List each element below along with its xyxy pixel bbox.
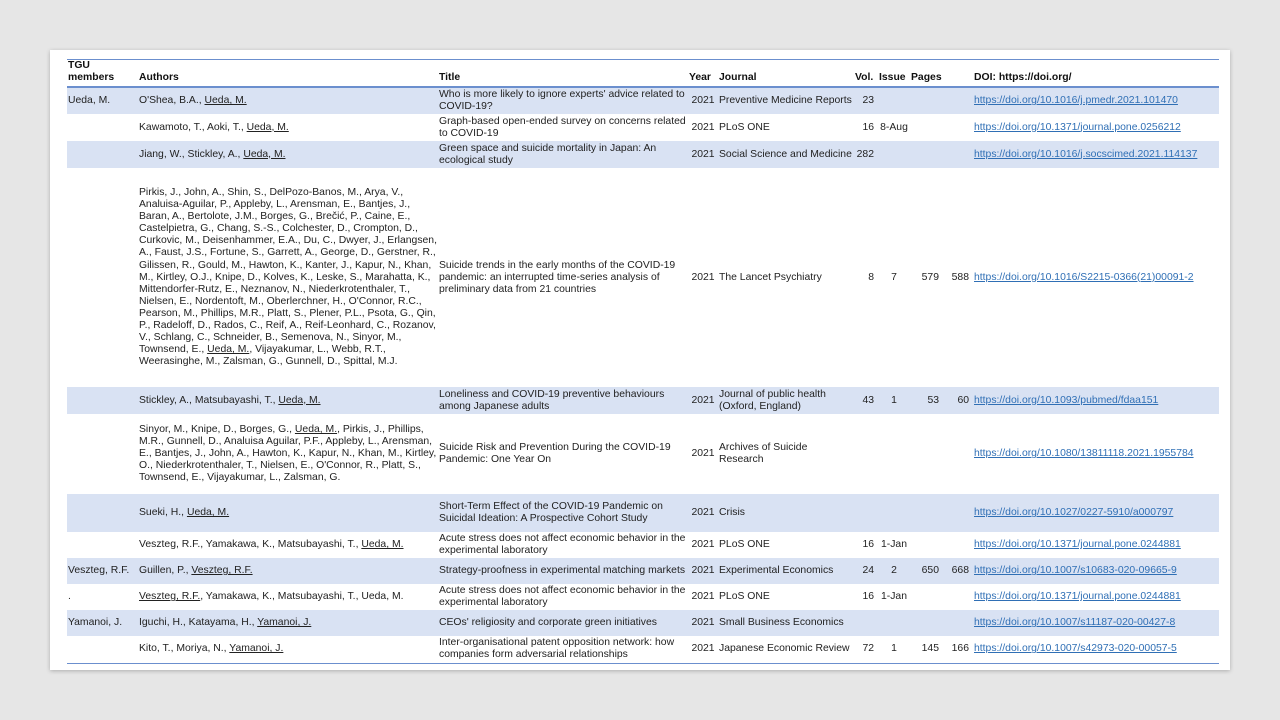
- cell-year: 2021: [688, 387, 718, 414]
- cell-authors: [138, 494, 438, 532]
- doi-link[interactable]: https://doi.org/10.1080/13811118.2021.1955784: [974, 448, 1194, 460]
- cell-journal: Journal of public health (Oxford, England): [718, 387, 854, 414]
- cell-journal: PLoS ONE: [719, 591, 770, 603]
- cell-title: Acute stress does not affect economic behavior in the experimental laboratory: [439, 585, 686, 609]
- table-row: [67, 584, 1219, 610]
- cell-vol: [854, 610, 878, 636]
- cell-journal: The Lancet Psychiatry: [719, 271, 822, 283]
- cell-member: [67, 532, 138, 558]
- cell-journal: Social Science and Medicine: [718, 141, 854, 168]
- author-tgu-underlined: Veszteg, R.F.: [191, 565, 253, 577]
- cell-year: 2021: [691, 121, 715, 133]
- author-tgu-underlined: Ueda, M.: [186, 507, 230, 519]
- cell-journal: Small Business Economics: [718, 610, 854, 636]
- cell-doi: [973, 387, 1219, 414]
- cell-year: 2021: [688, 610, 718, 636]
- author-text: Sueki, H.,: [139, 507, 187, 519]
- cell-journal: PLoS ONE: [719, 121, 770, 133]
- header-tgu-members: TGU members: [67, 60, 138, 88]
- cell-doi: [973, 610, 1219, 636]
- cell-issue: [878, 610, 910, 636]
- cell-authors: [138, 87, 438, 114]
- cell-vol: 16: [862, 539, 874, 551]
- cell-page-start: 53: [910, 387, 943, 414]
- table-row: [67, 387, 1219, 414]
- cell-authors: [138, 558, 438, 584]
- cell-title: Short-Term Effect of the COVID-19 Pandemic on Suicidal Ideation: A Prospective Cohort Study: [438, 494, 688, 532]
- cell-page-end: 166: [943, 636, 973, 663]
- cell-member: [67, 114, 138, 141]
- cell-page-start: [910, 532, 943, 558]
- header-vol: Vol.: [854, 60, 878, 88]
- cell-title: Acute stress does not affect economic behavior in the experimental laboratory: [439, 533, 686, 557]
- cell-page-start: [910, 414, 943, 494]
- author-tgu-underlined: Yamanoi, J.: [257, 617, 312, 629]
- publications-table: [67, 59, 1219, 664]
- table-row: [67, 414, 1219, 494]
- cell-member: [67, 168, 138, 387]
- cell-issue: 1-Jan: [881, 539, 907, 551]
- cell-page-end: [943, 114, 973, 141]
- cell-vol: 16: [862, 121, 874, 133]
- cell-doi: [973, 141, 1219, 168]
- cell-page-end: [943, 494, 973, 532]
- cell-authors: [138, 114, 438, 141]
- author-text: , Yamakawa, K., Matsubayashi, T., Ueda, M.: [200, 591, 404, 603]
- cell-doi: [973, 584, 1219, 610]
- cell-year: 2021: [691, 539, 715, 551]
- cell-issue: 2: [878, 558, 910, 584]
- cell-doi: [973, 87, 1219, 114]
- doi-link[interactable]: https://doi.org/10.1007/s10683-020-09665-9: [974, 565, 1177, 577]
- cell-journal: Crisis: [718, 494, 854, 532]
- cell-authors: [138, 532, 438, 558]
- cell-member: [67, 141, 138, 168]
- cell-vol: 8: [868, 271, 874, 283]
- header-journal: Journal: [718, 60, 854, 88]
- author-tgu-underlined: Veszteg, R.F.: [139, 591, 201, 603]
- header-authors: Authors: [138, 60, 438, 88]
- table-row: [67, 558, 1219, 584]
- cell-issue: 1: [878, 387, 910, 414]
- cell-vol: 23: [854, 87, 878, 114]
- cell-page-start: [910, 494, 943, 532]
- doi-link[interactable]: https://doi.org/10.1016/j.socscimed.2021.114137: [974, 148, 1198, 160]
- cell-title: CEOs' religiosity and corporate green initiatives: [438, 610, 688, 636]
- cell-page-start: [910, 584, 943, 610]
- cell-issue: 1-Jan: [881, 591, 907, 603]
- cell-issue: [878, 414, 910, 494]
- table-row: [67, 532, 1219, 558]
- cell-journal: PLoS ONE: [719, 539, 770, 551]
- cell-year: 2021: [688, 636, 718, 663]
- cell-issue: [878, 141, 910, 168]
- header-title: Title: [438, 60, 688, 88]
- cell-page-start: [910, 610, 943, 636]
- cell-vol: 282: [854, 141, 878, 168]
- author-text: , Vijayakumar, L., Webb, R.T., Weerasinghe, M., Zalsman, G., Gunnell, D., Spittal, M.J.: [139, 344, 398, 368]
- author-tgu-underlined: Ueda, M.: [294, 423, 338, 435]
- cell-title: Graph-based open-ended survey on concerns related to COVID-19: [439, 115, 686, 139]
- header-issue: Issue: [878, 60, 910, 88]
- spreadsheet-page: [50, 50, 1230, 670]
- doi-link[interactable]: https://doi.org/10.1371/journal.pone.0244881: [974, 539, 1181, 551]
- cell-year: 2021: [688, 141, 718, 168]
- author-text: Kawamoto, T., Aoki, T.,: [139, 121, 247, 133]
- table-row: [67, 494, 1219, 532]
- cell-authors: [138, 168, 438, 387]
- doi-link[interactable]: https://doi.org/10.1371/journal.pone.0244881: [974, 591, 1181, 603]
- author-tgu-underlined: Ueda, M.: [246, 121, 289, 133]
- author-tgu-underlined: Ueda, M.: [207, 344, 250, 356]
- cell-page-end: [943, 141, 973, 168]
- header-doi: DOI: https://doi.org/: [973, 60, 1219, 88]
- cell-doi: [973, 168, 1219, 387]
- header-row: [67, 60, 1219, 88]
- author-tgu-underlined: Ueda, M.: [204, 95, 247, 107]
- cell-vol: 43: [854, 387, 878, 414]
- header-year: Year: [688, 60, 718, 88]
- cell-member: Veszteg, R.F.: [67, 558, 138, 584]
- cell-doi: [973, 558, 1219, 584]
- cell-member: [67, 414, 138, 494]
- cell-page-start: [910, 87, 943, 114]
- doi-link[interactable]: https://doi.org/10.1016/j.pmedr.2021.101470: [974, 95, 1178, 107]
- cell-year: 2021: [691, 448, 715, 460]
- doi-link[interactable]: https://doi.org/10.1371/journal.pone.0256212: [974, 121, 1181, 133]
- cell-member: Yamanoi, J.: [67, 610, 138, 636]
- doi-link[interactable]: https://doi.org/10.1016/S2215-0366(21)00091-2: [974, 271, 1194, 283]
- table-row: [67, 610, 1219, 636]
- author-text: Kito, T., Moriya, N.,: [139, 643, 230, 655]
- cell-vol: 72: [854, 636, 878, 663]
- table-body: [67, 87, 1219, 663]
- cell-year: 2021: [691, 271, 715, 283]
- cell-page-start: 145: [910, 636, 943, 663]
- doi-link[interactable]: https://doi.org/10.1027/0227-5910/a000797: [974, 507, 1174, 519]
- cell-year: 2021: [688, 558, 718, 584]
- author-text: Guillen, P.,: [139, 565, 192, 577]
- cell-doi: [973, 494, 1219, 532]
- author-text: Jiang, W., Stickley, A.,: [139, 148, 244, 160]
- cell-title: Suicide Risk and Prevention During the COVID-19 Pandemic: One Year On: [439, 442, 671, 466]
- doi-link[interactable]: https://doi.org/10.1007/s11187-020-00427-8: [974, 617, 1176, 629]
- cell-page-start: 579: [921, 271, 939, 283]
- cell-authors: [138, 584, 438, 610]
- cell-vol: 16: [862, 591, 874, 603]
- cell-issue: 7: [891, 271, 897, 283]
- cell-journal: Preventive Medicine Reports: [718, 87, 854, 114]
- cell-doi: [973, 414, 1219, 494]
- table-row: [67, 114, 1219, 141]
- cell-page-end: 588: [951, 271, 969, 283]
- cell-title: Loneliness and COVID-19 preventive behaviours among Japanese adults: [438, 387, 688, 414]
- cell-doi: [973, 532, 1219, 558]
- cell-year: 2021: [688, 87, 718, 114]
- cell-title: Who is more likely to ignore experts' advice related to COVID-19?: [438, 87, 688, 114]
- header-pages: Pages: [910, 60, 973, 88]
- cell-authors: [138, 610, 438, 636]
- cell-issue: [878, 87, 910, 114]
- table-row: [67, 168, 1219, 387]
- cell-authors: [138, 141, 438, 168]
- cell-title: Suicide trends in the early months of the COVID-19 pandemic: an interrupted time-series analysis of preliminary data from 21 countries: [439, 259, 676, 295]
- author-text: O'Shea, B.A.,: [139, 95, 205, 107]
- author-text: Pirkis, J., John, A., Shin, S., DelPozo-Banos, M., Arya, V., Analuisa-Aguilar, P., Appleby, L., Arensman, E., Bantjes, J., Baran, A., Bertolote, J.M., Borges, G., Brečić, P., Caine, E., Castelpietra, G., Chang, S.-S., Colchester, D., Crompton, D., Curkovic, M., Deisenhammer, E.A., Du, C., Dwyer, J., Erlangsen, A., Faust, J.S., Fortune, S., Garrett, A., George, D., Gerstner, R., Gilissen, R., Gould, M., Hawton, K., Kanter, J., Kapur, N., Khan, M., Kirtley, O.J., Knipe, D., Kolves, K., Leske, S., Marahatta, K., Mittendorfer-Rutz, E., Neznanov, N., Niederkrotenthaler, T., Nielsen, E., Nordentoft, M., Oberlerchner, H., O'Connor, R.C., Pearson, M., Phillips, M.R., Platt, S., Plener, P.L., Psota, G., Qin, P., Radeloff, D., Rados, C., Reif, A., Reif-Leonhard, C., Rozanov, V., Schlang, C., Schneider, B., Semenova, N., Sinyor, M., Townsend, E.,: [139, 186, 437, 356]
- cell-member: [67, 636, 138, 663]
- cell-journal: Japanese Economic Review: [718, 636, 854, 663]
- cell-title: Green space and suicide mortality in Japan: An ecological study: [438, 141, 688, 168]
- cell-doi: [973, 114, 1219, 141]
- author-text: Veszteg, R.F., Yamakawa, K., Matsubayashi, T.,: [139, 539, 362, 551]
- cell-page-end: [943, 584, 973, 610]
- doi-link[interactable]: https://doi.org/10.1093/pubmed/fdaa151: [974, 394, 1159, 406]
- cell-page-end: 668: [943, 558, 973, 584]
- cell-page-start: [910, 141, 943, 168]
- cell-title: Strategy-proofness in experimental matching markets: [438, 558, 688, 584]
- cell-page-end: 60: [943, 387, 973, 414]
- cell-vol: [854, 414, 878, 494]
- table-row: [67, 636, 1219, 663]
- cell-year: 2021: [691, 591, 715, 603]
- cell-authors: [138, 414, 438, 494]
- author-tgu-underlined: Ueda, M.: [243, 148, 286, 160]
- cell-title: Inter-organisational patent opposition network: how companies form adversarial relationships: [438, 636, 688, 663]
- cell-member: Ueda, M.: [67, 87, 138, 114]
- author-text: Stickley, A., Matsubayashi, T.,: [139, 394, 279, 406]
- author-text: Sinyor, M., Knipe, D., Borges, G.,: [139, 423, 295, 435]
- author-tgu-underlined: Ueda, M.: [361, 539, 404, 551]
- table-row: [67, 141, 1219, 168]
- cell-page-end: [943, 87, 973, 114]
- cell-journal: Archives of Suicide Research: [719, 442, 808, 466]
- author-text: , Pirkis, J., Phillips, M.R., Gunnell, D., Analuisa Aguilar, P.F., Appleby, L., Arensman, E., Bantjes, J., John, A., Hawton, K., Kapur, N., Khan, M., Kirtley, O., Niederkrotenthaler, T., Nielsen, E., O'Connor, R., Platt, S., Townsend, E., Vijayakumar, L., Zalsman, G.: [139, 423, 437, 484]
- cell-issue: [878, 494, 910, 532]
- doi-link[interactable]: https://doi.org/10.1007/s42973-020-00057-5: [974, 643, 1177, 655]
- cell-year: 2021: [688, 494, 718, 532]
- author-text: Iguchi, H., Katayama, H.,: [139, 617, 258, 629]
- cell-journal: Experimental Economics: [718, 558, 854, 584]
- cell-issue: 8-Aug: [880, 121, 908, 133]
- cell-page-end: [943, 532, 973, 558]
- cell-page-end: [943, 610, 973, 636]
- cell-authors: [138, 387, 438, 414]
- author-tgu-underlined: Yamanoi, J.: [229, 643, 284, 655]
- cell-member: .: [68, 591, 71, 603]
- cell-vol: [854, 494, 878, 532]
- cell-authors: [138, 636, 438, 663]
- cell-page-start: [910, 114, 943, 141]
- cell-issue: 1: [878, 636, 910, 663]
- cell-page-end: [943, 414, 973, 494]
- table-row: [67, 87, 1219, 114]
- cell-page-start: 650: [910, 558, 943, 584]
- author-tgu-underlined: Ueda, M.: [278, 394, 321, 406]
- cell-vol: 24: [854, 558, 878, 584]
- cell-member: [67, 494, 138, 532]
- cell-member: [67, 387, 138, 414]
- cell-doi: [973, 636, 1219, 663]
